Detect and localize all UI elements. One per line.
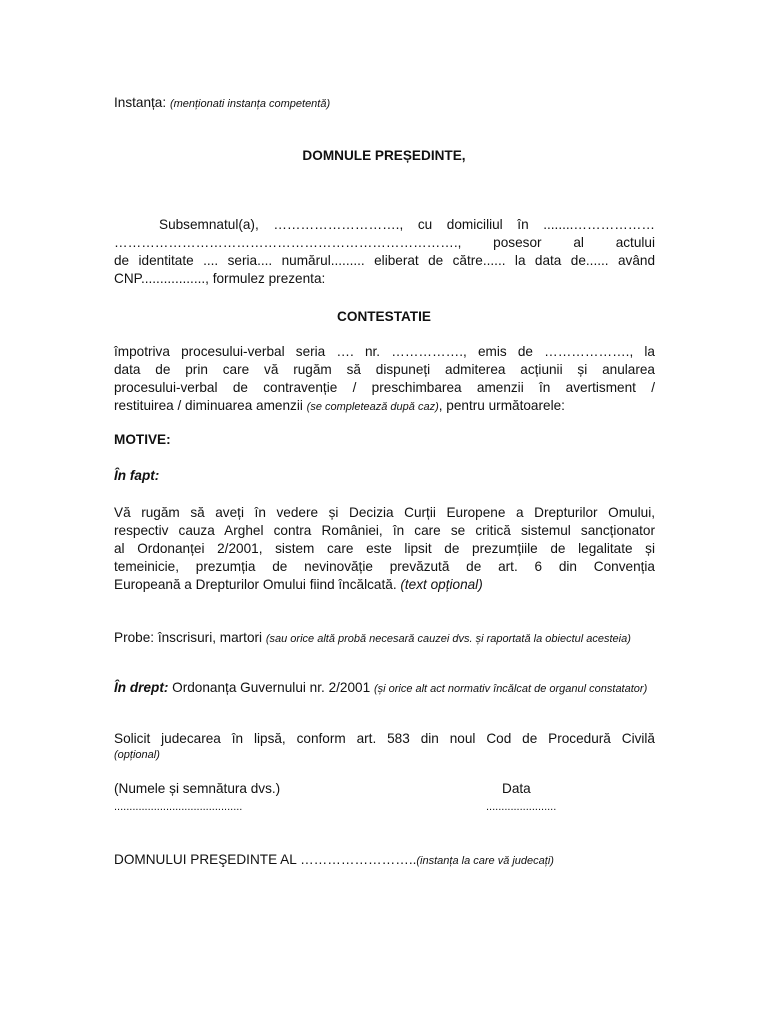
- court-line: [114, 94, 655, 113]
- drept-paragraph: [114, 679, 655, 698]
- contest-line-4: [114, 397, 655, 416]
- footer-line: [114, 851, 655, 870]
- footer-hint: (instanța la care vă judecați): [416, 855, 554, 867]
- fapt-paragraph: [114, 504, 655, 594]
- contest-line-1: împotriva procesului-verbal seria …. nr. ……………., emis de ………………., la: [114, 344, 655, 359]
- contest-hint: (se completează după caz): [306, 401, 439, 413]
- fapt-heading: În fapt:: [114, 468, 160, 483]
- contest-line-3: procesului-verbal de contravenție / preschimbarea amenzii în avertisment /: [114, 380, 655, 395]
- fapt-line-3: al Ordonanței 2/2001, sistem care este lipsit de prezumțiile de legalitate și: [114, 541, 655, 556]
- fapt-line-2: respectiv cauza Arghel contra României, în care se critică sistemul sancționator: [114, 523, 655, 538]
- signature-name-dots: ..........................................: [114, 801, 243, 813]
- signature-name-label: (Numele și semnătura dvs.): [114, 781, 281, 796]
- fapt-line-1: Vă rugăm să aveți în vedere și Decizia Curții Europene a Drepturilor Omului,: [114, 505, 655, 520]
- fapt-line-5: [114, 576, 655, 594]
- fapt-line-5-text: Europeană a Drepturilor Omului fiind încălcată.: [114, 577, 401, 592]
- intro-paragraph: [114, 216, 655, 288]
- judecare-paragraph: [114, 730, 655, 762]
- court-hint: (menționati instanța competentă): [169, 98, 331, 110]
- contest-line-4-text: restituirea / diminuarea amenzii: [114, 398, 307, 413]
- drept-text: Ordonanța Guvernului nr. 2/2001: [168, 680, 374, 695]
- drept-label: În drept:: [114, 680, 169, 695]
- signature-date-dots: .......................: [486, 801, 557, 813]
- contest-line-2: data de prin care vă rugăm să dispuneți admiterea acțiunii și anularea: [114, 362, 655, 377]
- court-label: Instanța:: [114, 95, 167, 110]
- contest-paragraph: [114, 343, 655, 416]
- probe-paragraph: [114, 629, 655, 648]
- fapt-optional-hint: (text opțional): [400, 577, 483, 592]
- probe-label: Probe: înscrisuri, martori: [114, 630, 266, 645]
- intro-line-2: …………………………………………………………………., posesor al actului: [114, 235, 655, 250]
- contest-title: CONTESTATIE: [337, 309, 431, 324]
- signature-date-label: Data: [502, 781, 531, 796]
- judecare-text: Solicit judecarea în lipsă, conform art. 583 din noul Cod de Procedură Civilă: [114, 731, 655, 746]
- fapt-line-4: temeinicie, prezumția de nevinovăție prevăzută de art. 6 din Convenția: [114, 559, 655, 574]
- drept-hint: (și orice alt act normativ încălcat de organul constatator): [373, 683, 648, 695]
- motive-heading: MOTIVE:: [114, 432, 171, 447]
- footer-text: DOMNULUI PREŞEDINTE AL ……………………..: [114, 852, 417, 867]
- judecare-hint: (opțional): [114, 749, 160, 761]
- intro-line-4: CNP................., formulez prezenta:: [114, 271, 326, 286]
- contest-line-4-end: , pentru următoarele:: [438, 398, 565, 413]
- intro-line-1: Subsemnatul(a), ………………………., cu domiciliul în ........………………: [159, 217, 655, 232]
- probe-hint: (sau orice altă probă necesară cauzei dvs. și raportată la obiectul acesteia): [265, 633, 631, 645]
- intro-line-3: de identitate .... seria.... numărul......... eliberat de către...... la data de...... având: [114, 253, 655, 268]
- document-title: DOMNULE PREȘEDINTE,: [302, 148, 466, 163]
